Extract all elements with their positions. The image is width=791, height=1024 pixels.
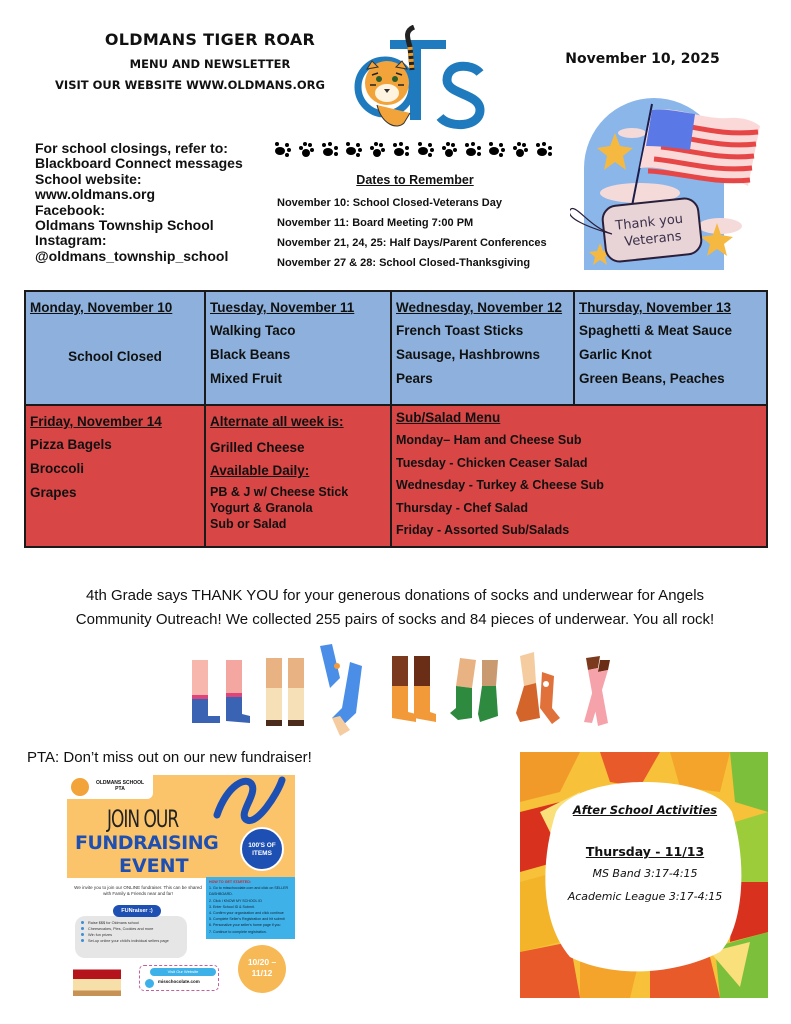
svg-text:Thank you: Thank you (614, 211, 684, 234)
paw-print-icon (296, 140, 316, 160)
menu-day-header: Friday, November 14 (30, 414, 162, 429)
paw-print-icon (272, 140, 292, 160)
paw-print-icon (320, 140, 340, 160)
contact-line: School website: (35, 170, 142, 187)
thank-you-line: Community Outreach! We collected 255 pairs of socks and 84 pieces of underwear. You all rock! (75, 611, 715, 628)
menu-cell-monday (26, 292, 206, 406)
flyer-how-to (206, 877, 295, 939)
menu-item: Walking Taco (210, 323, 296, 338)
badge-line: ITEMS (252, 850, 272, 857)
contact-facebook: Oldmans Township School (35, 217, 214, 234)
daily-item: Sub or Salad (210, 517, 287, 531)
menu-item: Black Beans (210, 347, 291, 362)
paw-print-icon (367, 140, 387, 160)
menu-item: Mixed Fruit (210, 371, 283, 386)
date-item: November 10: School Closed-Veterans Day (277, 197, 502, 209)
contact-info (35, 141, 275, 264)
menu-day-header: Tuesday, November 11 (210, 300, 355, 315)
paw-print-icon (486, 140, 506, 160)
newsletter-title: OLDMANS TIGER ROAR (104, 30, 316, 49)
flyer-fundraising-text: FUNDRAISING (75, 832, 219, 854)
daily-item: PB & J w/ Cheese Stick (210, 485, 349, 499)
after-school-title: After School Activities (572, 803, 718, 817)
menu-item: French Toast Sticks (396, 323, 524, 338)
sub-salad-item: Monday– Ham and Cheese Sub (396, 433, 582, 447)
date-item: November 21, 24, 25: Half Days/Parent Conferences (277, 237, 547, 249)
sub-salad-header: Sub/Salad Menu (396, 410, 501, 425)
lunch-menu-table (24, 290, 768, 548)
flyer-website-url: misschocolate.com (158, 979, 200, 984)
paw-print-icon (439, 140, 459, 160)
paw-border (272, 140, 554, 162)
menu-item: Grapes (30, 485, 77, 500)
dates-heading: Dates to Remember (356, 173, 474, 187)
date-item: November 27 & 28: School Closed-Thanksgiving (277, 257, 531, 269)
menu-day-header: Thursday, November 13 (579, 300, 732, 315)
bullet-icon (81, 921, 84, 924)
sub-salad-item: Thursday - Chef Salad (396, 500, 528, 515)
menu-cell-thursday (575, 292, 766, 406)
after-school-item: Academic League 3:17-4:15 (567, 890, 723, 903)
sub-salad-item: Friday - Assorted Sub/Salads (396, 523, 570, 537)
alternate-header: Alternate all week is: (210, 414, 344, 429)
bullet-icon (81, 933, 84, 936)
menu-day-header: Monday, November 10 (30, 300, 173, 315)
paw-print-icon (343, 140, 363, 160)
pta-message: PTA: Don’t miss out on our new fundraiser! (27, 749, 312, 766)
contact-line: For school closings, refer to: (35, 140, 228, 156)
contact-line: Blackboard Connect messages (35, 155, 243, 172)
contact-instagram: @oldmans_township_school (35, 247, 229, 264)
menu-day-header: Wednesday, November 12 (396, 300, 563, 315)
menu-item: Pizza Bagels (30, 437, 112, 452)
menu-item: Spaghetti & Meat Sauce (579, 323, 733, 338)
tiger-logo-icon (352, 25, 487, 137)
date-range-start: 10/20 – (247, 957, 277, 967)
menu-cell-alternate (206, 406, 392, 546)
newsletter-subtitle: MENU AND NEWSLETTER (129, 57, 291, 71)
sub-salad-item: Wednesday - Turkey & Cheese Sub (396, 478, 604, 492)
how-to-step: 1. Go to misschocolate.com and click on SELLER DASHBOARD. (209, 886, 289, 897)
website-line: VISIT OUR WEBSITE WWW.OLDMANS.ORG (55, 78, 325, 92)
menu-cell-tuesday (206, 292, 392, 406)
flyer-org-tab (67, 775, 153, 799)
veterans-day-image (570, 98, 770, 270)
contact-line: Instagram: (35, 232, 107, 249)
socks-illustration (180, 638, 620, 736)
flyer-date-badge (238, 945, 286, 993)
date-item: November 11: Board Meeting 7:00 PM (277, 217, 474, 229)
how-to-step: 7. Continue to complete registration. (209, 929, 267, 934)
tiger-mascot-icon (71, 778, 89, 796)
contact-line: Facebook: (35, 201, 106, 218)
cheesecake-image (73, 958, 121, 996)
flyer-org-pta: PTA (115, 786, 125, 792)
flyer-event-text: EVENT (119, 855, 189, 877)
date-range-end: 11/12 (251, 968, 273, 978)
sub-salad-item: Tuesday - Chicken Ceaser Salad (396, 455, 588, 470)
bullet-icon (81, 927, 84, 930)
flyer-website-box (139, 965, 219, 991)
menu-item: Garlic Knot (579, 347, 652, 362)
menu-item: Pears (396, 371, 433, 386)
contact-website: www.oldmans.org (35, 186, 156, 203)
paw-print-icon (415, 140, 435, 160)
flyer-org-name: OLDMANS SCHOOL (95, 780, 145, 786)
visit-website-button: Visit Our Website (150, 968, 216, 976)
badge-line: 100'S OF (248, 842, 276, 849)
menu-item: Sausage, Hashbrowns (396, 347, 541, 362)
thank-you-message (30, 584, 760, 632)
svg-text:Veterans: Veterans (623, 228, 683, 250)
after-school-item: MS Band 3:17-4:15 (592, 867, 698, 880)
how-to-title: HOW TO GET STARTED: (209, 880, 251, 884)
paw-print-icon (463, 140, 483, 160)
paw-print-icon (510, 140, 530, 160)
flyer-funraiser-pill: FUNraiser :) (113, 905, 161, 917)
menu-cell-friday (26, 406, 206, 546)
how-to-step: 4. Confirm your organization and click continue (209, 911, 284, 916)
how-to-step: 5. Complete Seller's Registration and hit submit (209, 917, 285, 922)
benefit-item: Win fun prizes (88, 933, 113, 937)
menu-item: Broccoli (30, 461, 85, 476)
benefit-item: Cheesecakes, Pies, Cookies and more (88, 927, 154, 931)
bullet-icon (81, 939, 84, 942)
flyer-invite-text: We invite you to join our ONLINE fundraiser. This can be shared with Family & Friends near and far! (74, 885, 202, 896)
menu-cell-wednesday (392, 292, 575, 406)
paw-print-icon (391, 140, 411, 160)
thank-you-line: 4th Grade says THANK YOU for your generous donations of socks and underwear for Angels (85, 587, 705, 604)
fundraiser-flyer (67, 775, 295, 997)
globe-icon (145, 979, 154, 988)
newsletter-date: November 10, 2025 (565, 51, 720, 67)
flyer-join-text: JOIN OUR (107, 806, 179, 834)
flyer-items-badge (240, 827, 284, 871)
how-to-step: 2. Click I KNOW MY SCHOOL ID (209, 898, 262, 903)
how-to-step: 3. Enter School ID & Submit. (209, 904, 255, 909)
alternate-item: Grilled Cheese (210, 440, 305, 455)
available-daily-header: Available Daily: (210, 463, 310, 478)
how-to-step: 6. Personalize your seller's home page if you (209, 923, 281, 928)
after-school-day: Thursday - 11/13 (585, 844, 705, 859)
benefit-item: Raise $$$ for Oldmans school (88, 921, 139, 925)
flyer-benefits (75, 916, 187, 958)
benefit-item: Set-up online your child's individual sellers page (88, 939, 169, 943)
menu-item: Green Beans, Peaches (579, 371, 725, 386)
paw-print-icon (534, 140, 554, 160)
menu-note: School Closed (68, 349, 162, 364)
daily-item: Yogurt & Granola (210, 501, 313, 515)
dates-list (277, 193, 567, 273)
menu-cell-sub-salad (392, 406, 766, 546)
